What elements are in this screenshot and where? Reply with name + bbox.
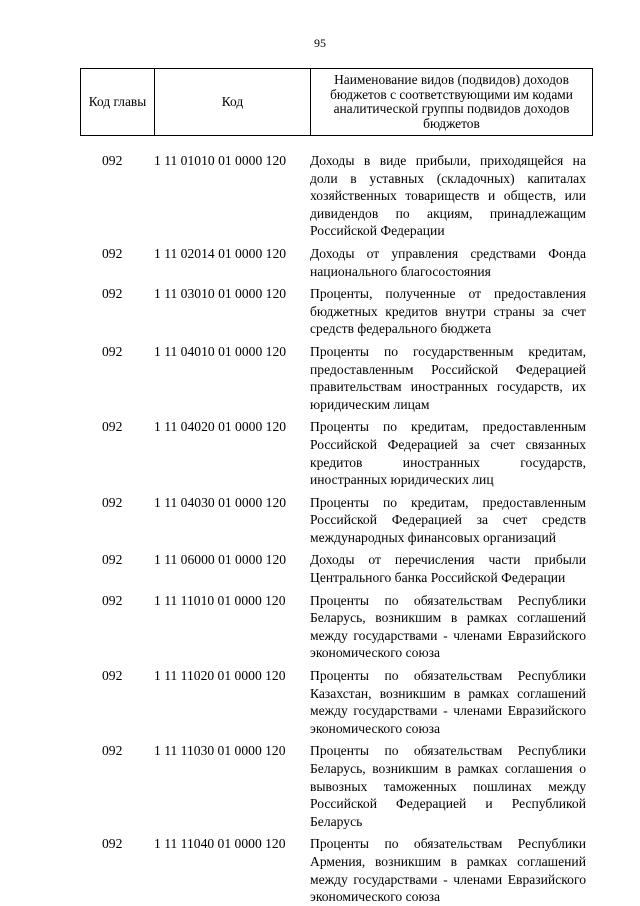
chapter-code: 092 [102, 668, 123, 684]
chapter-code: 092 [102, 153, 123, 168]
income-code: 1 11 11030 01 0000 120 [154, 743, 286, 759]
table-row [80, 418, 592, 488]
income-code: 1 11 11010 01 0000 120 [154, 592, 286, 608]
table-row [80, 245, 592, 280]
income-name: Проценты по обязательствам Республики Беларусь, возникшим в рамках соглашения о вывозных таможенных пошлинах между Российской Федерацией и Республикой Беларусь [310, 743, 586, 829]
table-row [80, 835, 592, 905]
chapter-code: 092 [102, 743, 123, 759]
income-name: Проценты по государственным кредитам, предоставленным Российской Федерацией правительствам иностранных государств, их юридическим лицам [310, 343, 586, 412]
chapter-code: 092 [102, 419, 123, 435]
chapter-code: 092 [102, 245, 123, 261]
income-name: Проценты, полученные от предоставления бюджетных кредитов внутри страны за счет средств федерального бюджета [310, 286, 586, 337]
table-row [80, 343, 592, 413]
income-code: 1 11 01010 01 0000 120 [154, 153, 287, 168]
chapter-code: 092 [102, 592, 123, 608]
income-name: Доходы от перечисления части прибыли Центрального банка Российской Федерации [310, 552, 586, 586]
header-col-glavy: Код главы [81, 69, 155, 136]
table-row [80, 592, 592, 662]
income-code: 1 11 04030 01 0000 120 [154, 494, 287, 510]
income-name: Проценты по кредитам, предоставленным Российской Федерацией за счет связанных кредитов иностранных государств, иностранных юридических лиц [310, 419, 586, 488]
table-row [80, 285, 592, 338]
chapter-code: 092 [102, 552, 123, 568]
table-row [80, 152, 592, 240]
chapter-code: 092 [102, 343, 123, 359]
income-code: 1 11 04010 01 0000 120 [154, 343, 287, 359]
income-name: Проценты по обязательствам Республики Армения, возникшим в рамках соглашений между государствами - членами Евразийского экономического союза [310, 836, 586, 905]
income-name: Проценты по обязательствам Республики Казахстан, возникшим в рамках соглашений между государствами - членами Евразийского экономического союза [310, 668, 586, 736]
chapter-code: 092 [102, 286, 123, 302]
income-name: Проценты по кредитам, предоставленным Российской Федерацией за счет средств международных финансовых организаций [310, 494, 586, 545]
income-code: 1 11 11040 01 0000 120 [154, 836, 286, 852]
chapter-code: 092 [102, 836, 123, 852]
table-row [80, 667, 592, 737]
income-code: 1 11 06000 01 0000 120 [154, 552, 287, 568]
income-code: 1 11 02014 01 0000 120 [154, 245, 287, 261]
table-row [80, 551, 592, 586]
header-col-name: Наименование видов (подвидов) доходов бюджетов с соответствующими им кодами аналитической группы подвидов доходов бюджетов [311, 69, 593, 136]
income-code: 1 11 04020 01 0000 120 [154, 419, 287, 435]
income-name: Доходы от управления средствами Фонда национального благосостояния [310, 245, 586, 279]
income-codes-list [80, 152, 592, 906]
table-row [80, 494, 592, 547]
chapter-code: 092 [102, 494, 123, 510]
income-code: 1 11 11020 01 0000 120 [154, 668, 286, 684]
table-header [80, 68, 593, 136]
income-name: Доходы в виде прибыли, приходящейся на доли в уставных (складочных) капиталах хозяйственных товариществ и обществ, или дивидендов по акциям, принадлежащим Российской Федерации [310, 153, 586, 239]
income-code: 1 11 03010 01 0000 120 [154, 286, 287, 302]
income-name: Проценты по обязательствам Республики Беларусь, возникшим в рамках соглашений между государствами - членами Евразийского экономического союза [310, 592, 586, 661]
table-row [80, 742, 592, 830]
header-col-kod: Код [155, 69, 311, 136]
page-number: 95 [314, 36, 326, 50]
